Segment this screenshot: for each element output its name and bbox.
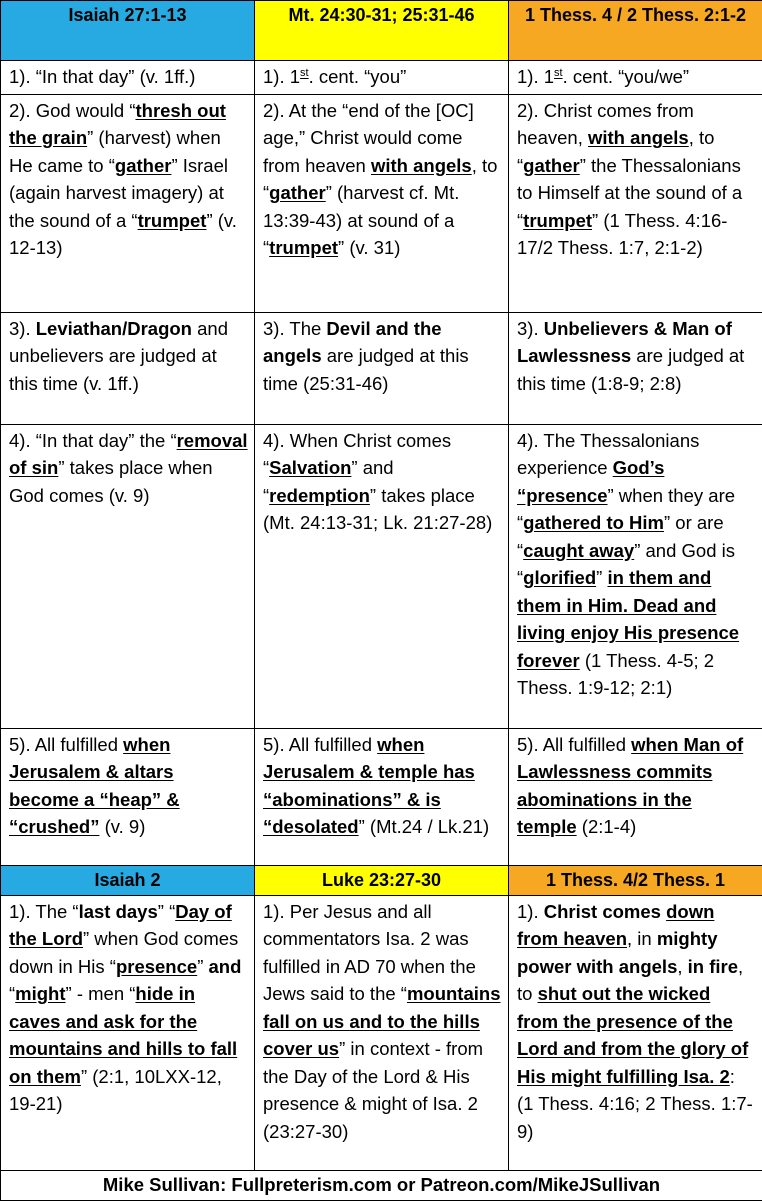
cell (255, 424, 509, 728)
cell (255, 61, 509, 95)
text-run: “presence (517, 485, 608, 506)
footer-row (1, 1170, 762, 1200)
header-row-2 (1, 865, 762, 895)
text-run: are judged at this time (25:31-46) (263, 345, 469, 394)
text-run: 3). The (263, 318, 326, 339)
text-run: in them and them in Him. Dead and living enjoy His presence forever (517, 567, 739, 671)
header-isaiah-27: Isaiah 27:1-13 (1, 1, 255, 61)
text-run: 4). The Thessalonians experience (517, 430, 699, 479)
text-run: 2). At the “end of the [OC] age,” Christ would come from heaven (263, 100, 474, 176)
text-run: , (677, 956, 687, 977)
cell (255, 94, 509, 312)
text-run: when Jerusalem & temple has “abominations” & is “desolated (263, 734, 475, 838)
text-run: Leviathan/Dragon (36, 318, 192, 339)
text-run: Unbelievers & Man of Lawlessness (517, 318, 732, 367)
cell (1, 61, 255, 95)
text-run: and unbelievers are judged at this time (v. 1ff.) (9, 318, 228, 394)
text-run: ” when God comes down in His “ (9, 928, 238, 977)
table-row (1, 61, 762, 95)
text-run: ” takes place when God comes (v. 9) (9, 457, 213, 506)
text-run: ” (1 Thess. 4:16-17/2 Thess. 1:7, 2:1-2) (517, 210, 727, 259)
text-run: with angels (588, 127, 689, 148)
text-run: thresh out the grain (9, 100, 226, 149)
cell (1, 312, 255, 424)
text-run: Christ comes (544, 901, 666, 922)
text-run: presence (116, 956, 197, 977)
text-run: mighty power with angels (517, 928, 717, 977)
text-run: , to “ (517, 127, 714, 176)
text-run: (2:1-4) (577, 816, 637, 837)
text-run: caught away (523, 540, 634, 561)
header-thessalonians-2: 1 Thess. 4/2 Thess. 1 (509, 865, 762, 895)
table-row (1, 424, 762, 728)
cell (1, 728, 255, 865)
text-run: in fire (688, 956, 738, 977)
text-run: ” in context - from the Day of the Lord & His presence & might of Isa. 2 (23:27-30) (263, 1038, 483, 1142)
text-run: 5). All fulfilled (517, 734, 631, 755)
header-thessalonians: 1 Thess. 4 / 2 Thess. 2:1-2 (509, 1, 762, 61)
text-run: redemption (269, 485, 370, 506)
text-run: ” the Thessalonians to Himself at the sound of a “ (517, 155, 742, 231)
text-run: ” (197, 956, 208, 977)
cell (509, 424, 762, 728)
text-run: down from heaven (517, 901, 714, 950)
cell (509, 728, 762, 865)
text-run: glorified (523, 567, 596, 588)
text-run: 2). Christ comes from heaven, (517, 100, 694, 149)
text-run: 1). 1 (263, 66, 300, 87)
text-run: (v. 9) (99, 816, 145, 837)
text-run: might (15, 983, 65, 1004)
text-run: when Man of Lawlessness commits abominations in the temple (517, 734, 743, 838)
text-run: removal of sin (9, 430, 248, 479)
text-run: 1). (517, 901, 544, 922)
text-run: Day of the Lord (9, 901, 232, 950)
text-run: Salvation (269, 457, 351, 478)
text-run: ” takes place (Mt. 24:13-31; Lk. 21:27-28) (263, 485, 492, 534)
cell (1, 424, 255, 728)
text-run: 1). Per Jesus and all commentators Isa. 2 was fulfilled in AD 70 when the Jews said to the “ (263, 901, 476, 1005)
text-run: ” (harvest cf. Mt. 13:39-43) at sound of a “ (263, 182, 459, 258)
text-run: , to “ (263, 155, 497, 204)
text-run: . cent. “you” (309, 66, 407, 87)
cell (509, 312, 762, 424)
text-run: 4). “In that day” the “ (9, 430, 177, 451)
text-run: ” (2:1, 10LXX-12, 19-21) (9, 1066, 222, 1115)
text-run: , in (627, 928, 657, 949)
text-run: gather (115, 155, 172, 176)
text-run: ” and God is “ (517, 540, 735, 589)
header-row-1 (1, 1, 762, 61)
text-run: 2). God would “ (9, 100, 135, 121)
text-run: ” (v. 31) (338, 237, 400, 258)
text-run: God’s (613, 457, 665, 478)
footer-credit: Mike Sullivan: Fullpreterism.com or Patreon.com/MikeJSullivan (1, 1170, 762, 1200)
cell (255, 895, 509, 1170)
text-run: gathered to Him (523, 512, 664, 533)
text-run: 3). (9, 318, 36, 339)
table-row (1, 728, 762, 865)
text-run: ” or are “ (517, 512, 724, 561)
cell (255, 312, 509, 424)
table-row (1, 94, 762, 312)
text-run: 1). 1 (517, 66, 554, 87)
text-run: 5). All fulfilled (263, 734, 377, 755)
text-run: shut out the wicked from the presence of the Lord and from the glory of His might fulfilling Isa. 2 (517, 983, 748, 1087)
header-matthew-24: Mt. 24:30-31; 25:31-46 (255, 1, 509, 61)
text-run: ” “ (158, 901, 175, 922)
text-run: trumpet (523, 210, 592, 231)
text-run: 1). “In that day” (v. 1ff.) (9, 66, 195, 87)
text-run: ” and “ (263, 457, 394, 506)
text-run: st (554, 67, 563, 79)
text-run: , to (517, 956, 743, 1005)
text-run: (1 Thess. 4-5; 2 Thess. 1:9-12; 2:1) (517, 650, 714, 699)
text-run: . cent. “you/we” (563, 66, 689, 87)
text-run: hide in caves and ask for the mountains and hills to fall on them (9, 983, 237, 1087)
text-run: and (209, 956, 242, 977)
text-run: : (1 Thess. 4:16; 2 Thess. 1:7-9) (517, 1066, 753, 1142)
table-row (1, 895, 762, 1170)
text-run: 1). The “ (9, 901, 79, 922)
header-isaiah-2: Isaiah 2 (1, 865, 255, 895)
text-run: ” when they are “ (517, 485, 735, 534)
text-run: st (300, 67, 309, 79)
cell (509, 895, 762, 1170)
text-run: 5). All fulfilled (9, 734, 123, 755)
text-run: are judged at this time (1:8-9; 2:8) (517, 345, 744, 394)
header-luke-23: Luke 23:27-30 (255, 865, 509, 895)
text-run: gather (523, 155, 580, 176)
cell (255, 728, 509, 865)
text-run: ” (v. 12-13) (9, 210, 237, 259)
text-run: trumpet (138, 210, 207, 231)
text-run: Devil and the angels (263, 318, 442, 367)
text-run: 4). When Christ comes “ (263, 430, 451, 479)
text-run: with angels (371, 155, 472, 176)
text-run: “ (9, 983, 15, 1004)
text-run: gather (269, 182, 326, 203)
text-run: ” (Mt.24 / Lk.21) (359, 816, 490, 837)
text-run: ” - men “ (66, 983, 136, 1004)
text-run: ” (596, 567, 607, 588)
cell (1, 94, 255, 312)
cell (509, 61, 762, 95)
text-run: ” Israel (again harvest imagery) at the sound of a “ (9, 155, 228, 231)
text-run: ” (harvest) when He came to “ (9, 127, 221, 176)
cell (1, 895, 255, 1170)
text-run: 3). (517, 318, 544, 339)
text-run: trumpet (269, 237, 338, 258)
cell (509, 94, 762, 312)
text-run: when Jerusalem & altars become a “heap” & “crushed” (9, 734, 180, 838)
text-run: last days (79, 901, 158, 922)
table-row (1, 312, 762, 424)
text-run: mountains fall on us and to the hills cover us (263, 983, 500, 1059)
